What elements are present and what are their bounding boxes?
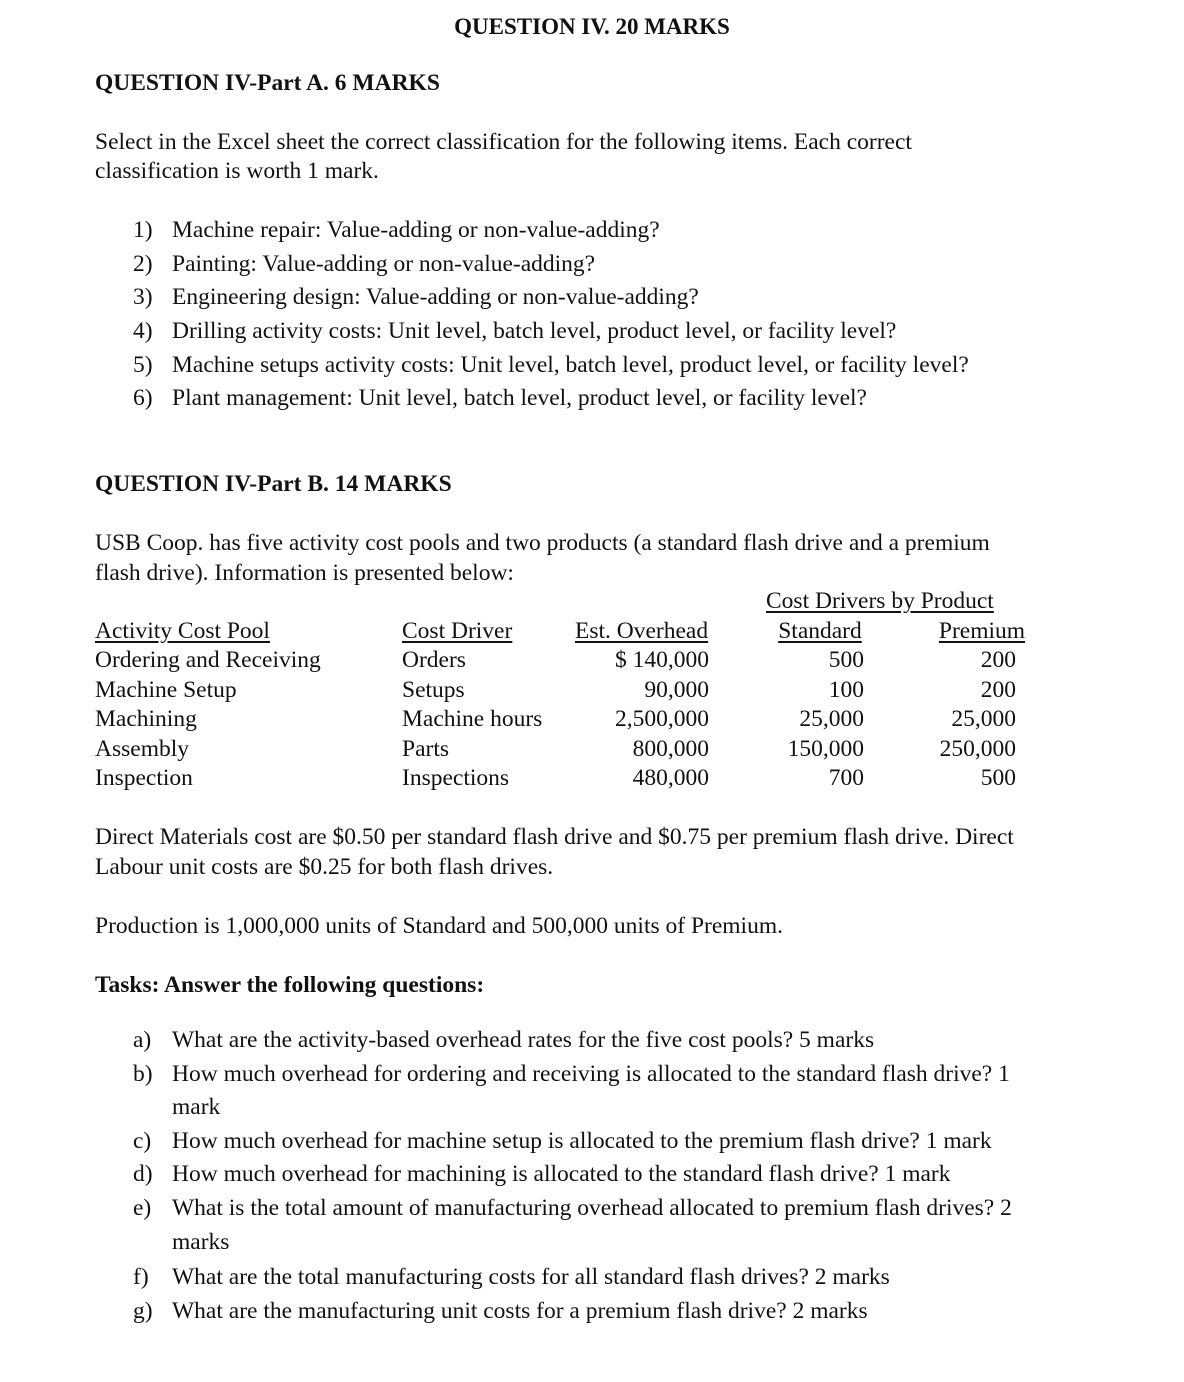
list-text: marks [172, 1229, 230, 1255]
cell-overhead: $ 140,000 [615, 647, 709, 673]
part-b-heading: QUESTION IV-Part B. 14 MARKS [95, 471, 452, 497]
list-text: How much overhead for machining is allocated to the standard flash drive? 1 mark [172, 1161, 951, 1187]
list-marker: b) [133, 1061, 153, 1087]
list-marker: 4) [133, 318, 153, 344]
cell-premium: 250,000 [939, 736, 1016, 762]
tasks-heading: Tasks: Answer the following questions: [95, 972, 485, 998]
cell-pool: Ordering and Receiving [95, 647, 321, 673]
cell-pool: Machining [95, 706, 197, 732]
part-a-heading: QUESTION IV-Part A. 6 MARKS [95, 70, 440, 96]
header-overhead: Est. Overhead [575, 618, 709, 644]
group-header: Cost Drivers by Product [766, 588, 994, 614]
production-text: Production is 1,000,000 units of Standard and 500,000 units of Premium. [95, 913, 783, 939]
materials-line1: Direct Materials cost are $0.50 per standard flash drive and $0.75 per premium flash drive. Direct [95, 824, 1014, 850]
list-text: mark [172, 1094, 221, 1120]
cell-driver: Machine hours [402, 706, 543, 732]
list-text: Drilling activity costs: Unit level, batch level, product level, or facility level? [172, 318, 897, 344]
list-marker: d) [133, 1161, 153, 1187]
cell-premium: 200 [980, 647, 1016, 673]
cell-standard: 500 [828, 647, 864, 673]
cell-overhead: 480,000 [632, 765, 709, 791]
cell-standard: 25,000 [799, 706, 864, 732]
list-text: What is the total amount of manufacturing overhead allocated to premium flash drives? 2 [172, 1195, 1012, 1221]
list-text: Plant management: Unit level, batch level, product level, or facility level? [172, 385, 867, 411]
list-marker: e) [133, 1195, 152, 1221]
list-marker: 5) [133, 352, 153, 378]
part-a-intro-line2: classification is worth 1 mark. [95, 158, 379, 184]
list-marker: g) [133, 1298, 153, 1324]
part-b-intro-line2: flash drive). Information is presented below: [95, 560, 514, 586]
list-text: How much overhead for ordering and receiving is allocated to the standard flash drive? 1 [172, 1061, 1010, 1087]
cell-standard: 700 [828, 765, 864, 791]
cell-premium: 500 [980, 765, 1016, 791]
cell-pool: Machine Setup [95, 677, 237, 703]
cell-premium: 25,000 [951, 706, 1016, 732]
list-marker: a) [133, 1027, 152, 1053]
cell-overhead: 90,000 [644, 677, 709, 703]
list-text: Engineering design: Value-adding or non-value-adding? [172, 284, 699, 310]
list-marker: f) [133, 1264, 149, 1290]
header-premium: Premium [938, 618, 1026, 644]
list-text: Machine repair: Value-adding or non-value-adding? [172, 217, 660, 243]
cell-pool: Inspection [95, 765, 193, 791]
list-marker: c) [133, 1128, 152, 1154]
cell-driver: Inspections [402, 765, 510, 791]
list-text: What are the manufacturing unit costs for a premium flash drive? 2 marks [172, 1298, 868, 1324]
list-marker: 3) [133, 284, 153, 310]
list-marker: 2) [133, 251, 153, 277]
header-driver: Cost Driver [402, 618, 513, 644]
list-text: Painting: Value-adding or non-value-adding? [172, 251, 596, 277]
page-title: QUESTION IV. 20 MARKS [454, 14, 730, 39]
list-text: Machine setups activity costs: Unit level, batch level, product level, or facility level? [172, 352, 969, 378]
cell-overhead: 800,000 [632, 736, 709, 762]
cell-premium: 200 [980, 677, 1016, 703]
cell-driver: Parts [402, 736, 449, 762]
cell-standard: 100 [828, 677, 864, 703]
part-b-intro-line1: USB Coop. has five activity cost pools and two products (a standard flash drive and a premium [95, 530, 990, 556]
cell-driver: Setups [402, 677, 465, 703]
cell-overhead: 2,500,000 [615, 706, 709, 732]
list-text: What are the total manufacturing costs for all standard flash drives? 2 marks [172, 1264, 890, 1290]
list-text: How much overhead for machine setup is allocated to the premium flash drive? 1 mark [172, 1128, 992, 1154]
cell-pool: Assembly [95, 736, 189, 762]
list-marker: 1) [133, 217, 153, 243]
header-standard: Standard [778, 618, 862, 644]
cell-driver: Orders [402, 647, 466, 673]
part-a-intro-line1: Select in the Excel sheet the correct classification for the following items. Each correct [95, 129, 912, 155]
list-marker: 6) [133, 385, 153, 411]
cell-standard: 150,000 [787, 736, 864, 762]
list-text: What are the activity-based overhead rates for the five cost pools? 5 marks [172, 1027, 875, 1053]
materials-line2: Labour unit costs are $0.25 for both flash drives. [95, 854, 554, 880]
header-pool: Activity Cost Pool [95, 618, 270, 644]
